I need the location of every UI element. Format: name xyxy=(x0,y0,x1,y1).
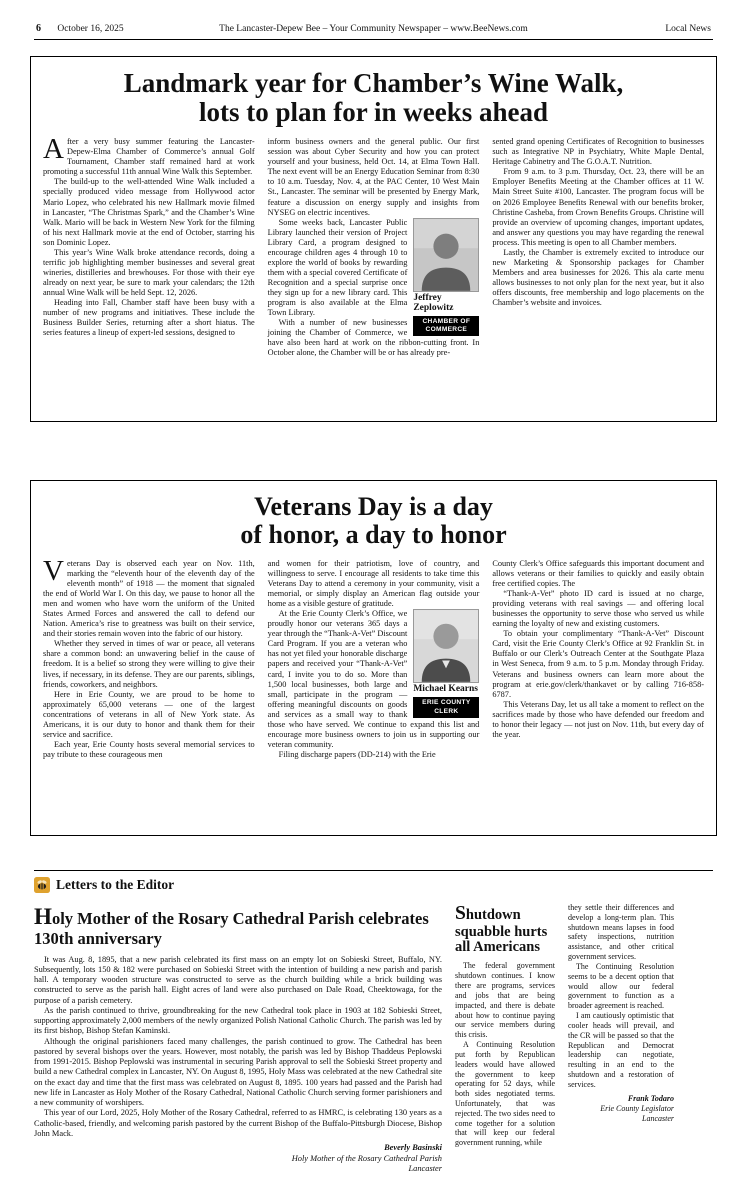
letters-header xyxy=(34,877,713,893)
article-columns xyxy=(43,133,705,358)
letter-shutdown-col1 xyxy=(455,903,555,1175)
letter-paragraph: A Continuing Resolution put forth by Republican leaders would have allowed the government to keep operating for 52 days, while both sides negotiated terms. Unfortunately, that was rejected. The two sides need to come together for a solution that will keep our federal government running, while xyxy=(455,1040,555,1148)
headline-line: Veterans Day is a day xyxy=(254,492,493,521)
letter-paragraph: This year of our Lord, 2025, Holy Mother of the Rosary Cathedral, referred to as HMRC, is celebrating 130 years as a Catholic-based, friendly, and welcoming parish pastored by the current Bishop of the Buffalo-Pittsburgh Diocese, Bishop John Mack. xyxy=(34,1108,442,1138)
article-paragraph: The build-up to the well-attended Wine Walk included a specially produced video message from Hollywood actor Mario Lopez, who celebrated his new Hallmark movie filmed in Lancaster, “The Christmas Spark,” and the Chamber’s Wine Walk. Mario will be back in Western New York for the filming of his next Hallmark movie at the end of October, starring his son Dominic Lopez. xyxy=(43,177,255,247)
letter-shutdown-col2 xyxy=(568,903,674,1175)
article-veterans-day-headline xyxy=(43,493,704,549)
letter-title: Shutdown squabble hurts all Americans xyxy=(455,903,548,956)
article-paragraph: Whether they served in times of war or peace, all veterans share a common bond: an unwavering belief in the cause of freedom. It is a belief so strong they were willing to give their lives, if necessary, in its defense. They are our parents, siblings, friends, coworkers, and neighbors. xyxy=(43,639,255,689)
article-paragraph: sented grand opening Certificates of Recognition to businesses such as Integrative NP in Psychiatry, White Maple Dental, Heritage Cabinetry and The G.O.A.T. Nutrition. xyxy=(492,137,705,167)
letter-signature xyxy=(568,1094,674,1124)
letter-hmrc-anniversary xyxy=(34,903,442,1175)
letter-paragraph: they settle their differences and develop a long-term plan. This shutdown means lapses in food safety inspections, nutrition assistance, and other critical government services. xyxy=(568,903,674,962)
photo-role-label: ERIE COUNTY CLERK xyxy=(413,697,479,717)
bee-icon xyxy=(34,877,50,893)
photo-caption: Michael Kearns xyxy=(413,684,478,695)
signature-line: Lancaster xyxy=(642,1113,674,1123)
signature-line: Erie County Legislator xyxy=(600,1103,674,1113)
signature-name: Frank Todaro xyxy=(627,1093,674,1103)
article-paragraph: “Thank-A-Vet” photo ID card is issued at no charge, providing veterans with real savings — and offering local businesses the opportunity to serve those who served us while earning the loyalty of new and existing customers. xyxy=(492,589,705,629)
article-paragraph: This year’s Wine Walk broke attendance records, doing a terrific job highlighting member businesses and several great wineries, distilleries and brewhouses. For those with their eye already on next year, be sure to mark your calendars; the 12th annual Wine Walk will be held Sept. 12, 2026. xyxy=(43,247,255,297)
article-paragraph: Here in Erie County, we are proud to be home to approximately 65,000 veterans — one of the largest concentrations of veterans in all of New York state. As Americans, it is our duty to honor and thank them for their service and sacrifice. xyxy=(43,689,255,739)
letters-body xyxy=(34,903,713,1175)
page-number-date xyxy=(36,23,196,34)
article-column xyxy=(268,137,480,358)
signature-line: Lancaster xyxy=(408,1164,442,1174)
article-paragraph: From 9 a.m. to 3 p.m. Thursday, Oct. 23, there will be an Employer Benefits Meeting at the Chamber offices at 11 W. Main Street Suite #100, Lancaster. The program focus will be on 2026 Employee Benefits Renewal with our benefits broker, Christine Casheba, from Crown Benefits Groups. Christine will provide an overview of upcoming changes, important updates, and answer any questions you may have regarding the renewal process. This meeting is open to all Chamber members. xyxy=(492,167,705,247)
headshot-photo xyxy=(413,609,479,683)
headline-line: Landmark year for Chamber’s Wine Walk, xyxy=(123,68,624,98)
article-paragraph: County Clerk’s Office safeguards this important document and allows veterans or their families to quickly and easily obtain free certified copies. The xyxy=(492,559,705,589)
article-wine-walk-headline xyxy=(43,69,704,127)
article-column xyxy=(43,133,255,358)
page-header xyxy=(0,0,747,37)
section-label: Local News xyxy=(665,24,711,34)
letter-signature xyxy=(34,1143,442,1175)
issue-date: October 16, 2025 xyxy=(57,24,124,34)
article-paragraph: At the Erie County Clerk’s Office, we proudly honor our veterans 365 days a year through the “Thank-A-Vet” Discount Card Program. If you are a veteran who has not yet filed your honorable discharge papers and received your “Thank-A-Vet” card, I invite you to do so. More than 1,500 local businesses, both large and small, participate in the program — offering meaningful discounts on goods and services as a small way to thank those who have served. We continue to expand this list and encourage more business owners to join us in supporting our veteran community. xyxy=(267,609,480,749)
article-paragraph: Lastly, the Chamber is extremely excited to introduce our new Marketing & Sponsorship packages for Chamber Members and area businesses for 2026. This ala carte menu allows businesses to not only plan for the next year, but it also offers discounts, free membership and logo placements on the Chamber’s website and invoices. xyxy=(492,247,705,307)
header-rule xyxy=(34,39,713,40)
signature-line: Holy Mother of the Rosary Cathedral Parish xyxy=(291,1153,442,1163)
masthead: The Lancaster-Depew Bee – Your Community Newspaper – www.BeeNews.com xyxy=(219,24,528,34)
letter-paragraph: It was Aug. 8, 1895, that a new parish celebrated its first mass on an empty lot on Sobieski Street, Buffalo, NY. Subsequently, lots 150 & 182 were purchased on Sobieski Street with the intention of building a new parish and parish hall. A temporary wooden structure was constructed to serve as the church building while a brick building was constructed to serve as the parish hall. Eight acres of land were also purchased on Dale Road, Cheektowaga, for the purpose of a parish cemetery. xyxy=(34,954,442,1005)
article-column xyxy=(492,137,704,358)
article-veterans-day xyxy=(30,480,717,836)
photo-caption: Jeffrey Zeplowitz xyxy=(413,292,454,313)
headline-line: of honor, a day to honor xyxy=(240,520,507,550)
letters-header-title: Letters to the Editor xyxy=(56,877,175,892)
headshot-photo xyxy=(413,218,479,292)
photo-figure-jeffrey-zeplowitz xyxy=(413,218,479,336)
article-paragraph: inform business owners and the general public. Our first session was about Cyber Security and how you can protect yourself and your business, held Oct. 14, at Elma Town Hall. The next event will be an Energy Education Seminar from 8:30 to 10 a.m. Tuesday, Nov. 4, at the PAC Center, 10 West Main St., Lancaster. The seminar will be presented by Energy Mark, feature a discussion on energy supply and insights from NYSEG on electric incentives. xyxy=(267,137,480,217)
article-paragraph: and women for their patriotism, love of country, and willingness to serve. I encourage all residents to take time this Veterans Day to attend a ceremony in your community, visit a memorial, or simply display an American flag outside your home as a visible gesture of gratitude. xyxy=(267,559,480,609)
article-paragraph: Heading into Fall, Chamber staff have been busy with a number of new programs and initiatives. These include the Business Builder Series, returning after a short hiatus. The series features a lineup of expert-led sessions, designed to xyxy=(43,297,255,337)
letter-title: Holy Mother of the Rosary Cathedral Parish celebrates 130th anniversary xyxy=(34,903,429,948)
letter-paragraph: The federal government shutdown continues. I know there are programs, services and jobs that are being impacted, and there is debate about how to continue paying our service members during this crisis. xyxy=(455,961,555,1040)
article-column xyxy=(492,559,704,760)
photo-role-label: CHAMBER OF COMMERCE xyxy=(413,316,479,336)
article-paragraph: Each year, Erie County hosts several memorial services to pay tribute to these courageous men xyxy=(43,739,255,759)
article-wine-walk xyxy=(30,56,717,422)
article-paragraph: This Veterans Day, let us all take a moment to reflect on the sacrifices made by those who have defended our freedom and to honor their legacy — not just on Nov. 11th, but every day of the year. xyxy=(492,699,705,739)
article-paragraph: Veterans Day is observed each year on Nov. 11th, marking the “eleventh hour of the eleventh day of the eleventh month” of 1918 — the moment that signaled the end of World War I. On this day, we pause to honor all the men and women who have worn the uniform of the United States Armed Forces and answered the call to defend our Nation. America’s rise to greatness was built on their service, and their stories remain woven into the fabric of our history. xyxy=(43,555,255,639)
article-column xyxy=(43,555,255,760)
headline-line: lots to plan for in weeks ahead xyxy=(198,97,549,128)
page-number: 6 xyxy=(36,23,41,34)
article-paragraph: After a very busy summer featuring the Lancaster-Depew-Elma Chamber of Commerce’s annual Golf Tournament, Chamber staff remained hard at work promoting a successful 11th annual Wine Walk this September. xyxy=(43,133,255,177)
letter-paragraph: As the parish continued to thrive, groundbreaking for the new Cathedral took place in 1903 at 182 Sobieski Street, supporting approximately 2,000 members of the newly organized Polish National Catholic Church. The parish was led by its first bishop, Bishop Stefan Kaminski. xyxy=(34,1005,442,1036)
letters-section xyxy=(34,870,713,1175)
article-paragraph: To obtain your complimentary “Thank-A-Vet” Discount Card, visit the Erie County Clerk’s Office at 92 Franklin St. in Buffalo or our Clerk’s Outreach Center at the Southgate Plaza in West Seneca, from 9 a.m. to 5 p.m. Monday through Friday. Veterans and business owners can learn more about the program at erie.gov/clerk/thankavet or by calling 716-858-6787. xyxy=(492,629,705,699)
article-paragraph: With a number of new businesses joining the Chamber of Commerce, we have also been hard at work on the ribbon-cutting front. In October alone, the Chamber will be or has already pre- xyxy=(267,317,480,357)
letter-paragraph: Although the original parishioners faced many challenges, the parish continued to grow. The Cathedral has been pastored by several bishops over the years. However, most notably, the parish was led by Bishop Thaddeus Peplowski from 1991-2015. Bishop Peplowski was instrumental in securing Parish approval to sell the Sobieski Street property and build a new Cathedral complex in Lancaster, NY. On August 8, 1995, Holy Mass was celebrated at the new Cathedral site on the exact day and time that the first mass was celebrated on August 8, 1895. 100 years had passed and the Parish had new life in Lancaster as Holy Mother of the Rosary Cathedral, National Catholic Church serving former parishioners and a new community of worshipers. xyxy=(34,1036,442,1108)
signature-name: Beverly Basinski xyxy=(384,1143,442,1153)
article-paragraph: Filing discharge papers (DD-214) with the Erie xyxy=(278,749,436,759)
letter-paragraph: I am cautiously optimistic that cooler heads will prevail, and the CR will be passed so that the Republican and Democrat leadership can negotiate, resulting in an end to the shutdown and a restoration of services. xyxy=(568,1011,674,1089)
article-columns xyxy=(43,555,705,760)
letter-paragraph: The Continuing Resolution seems to be a decent option that would allow our federal government to function as a broader agreement is reached. xyxy=(568,961,674,1011)
article-column xyxy=(268,559,480,760)
photo-figure-michael-kearns xyxy=(413,609,479,717)
article-paragraph: Some weeks back, Lancaster Public Library launched their version of Project Library Card, a program designed to encourage children ages 4 through 10 to explore the world of books by rewarding them with a special covered Certificate of Recognition and a special surprise once they sign up for a new library card. This program is also available at the Elma Town Library. xyxy=(267,217,408,317)
